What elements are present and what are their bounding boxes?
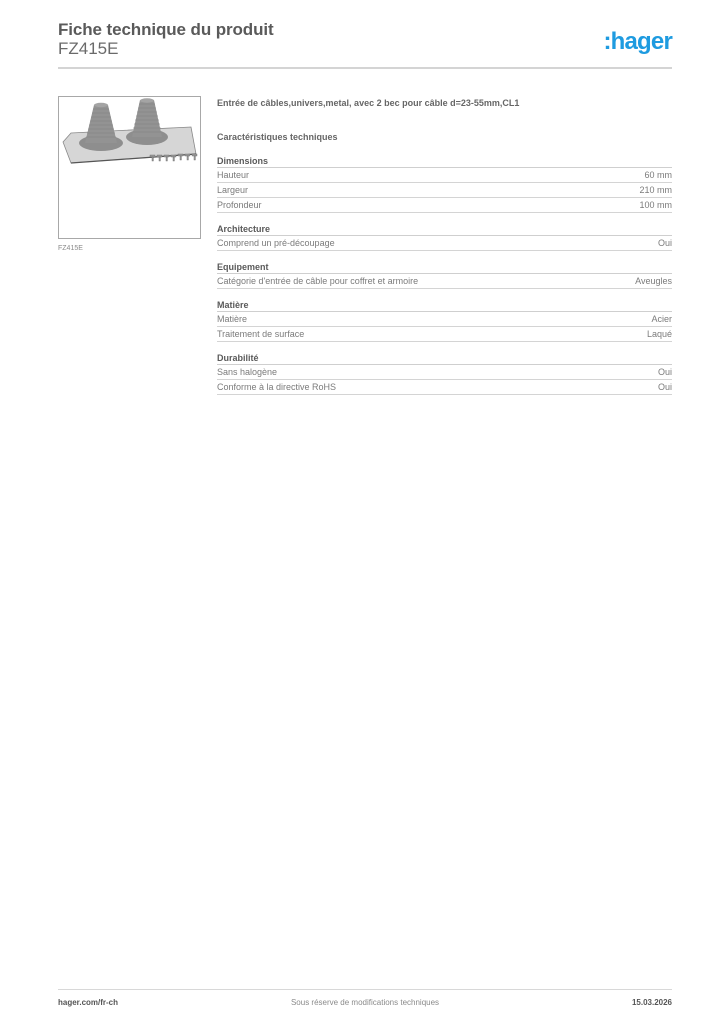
- spec-label: Comprend un pré-découpage: [217, 238, 335, 248]
- header-divider: [58, 67, 672, 69]
- spec-value: Oui: [657, 367, 672, 377]
- product-details: [217, 97, 672, 395]
- group-title: Equipement: [217, 261, 672, 274]
- spec-label: Sans halogène: [217, 367, 278, 377]
- hager-logo: :hager: [603, 28, 672, 55]
- section-title-technical: Caractéristiques techniques: [217, 132, 338, 142]
- spec-value: Laqué: [646, 329, 672, 339]
- spec-value: Oui: [657, 238, 672, 248]
- page-title: Fiche technique du produit: [58, 20, 274, 39]
- cable-entry-illustration-icon: [59, 97, 200, 238]
- spec-value: Oui: [657, 382, 672, 392]
- spec-group-equipement: [217, 261, 672, 289]
- spec-row: [217, 168, 672, 183]
- page-header: [58, 20, 672, 70]
- spec-label: Profondeur: [217, 200, 262, 210]
- spec-row: [217, 274, 672, 289]
- spec-value: 210 mm: [639, 185, 672, 195]
- spec-row: [217, 183, 672, 198]
- product-image: [58, 96, 201, 239]
- spec-row: [217, 236, 672, 251]
- group-title: Dimensions: [217, 155, 672, 168]
- spec-value: 60 mm: [644, 170, 672, 180]
- spec-value: Aveugles: [635, 276, 672, 286]
- product-description: Entrée de câbles,univers,metal, avec 2 bec pour câble d=23-55mm,CL1: [217, 98, 520, 108]
- spec-row: [217, 198, 672, 213]
- spec-label: Matière: [217, 314, 248, 324]
- spec-row: [217, 365, 672, 380]
- spec-label: Conforme à la directive RoHS: [217, 382, 337, 392]
- spec-group-architecture: [217, 223, 672, 251]
- spec-label: Traitement de surface: [217, 329, 305, 339]
- spec-value: Acier: [651, 314, 672, 324]
- spec-label: Largeur: [217, 185, 249, 195]
- footer-date: 15.03.2026: [631, 998, 672, 1007]
- spec-group-matiere: [217, 299, 672, 342]
- footer-website-link[interactable]: hager.com/fr-ch: [58, 998, 119, 1007]
- group-title: Architecture: [217, 223, 672, 236]
- page-footer: [58, 998, 672, 1012]
- spec-label: Catégorie d'entrée de câble pour coffret et armoire: [217, 276, 419, 286]
- product-reference: FZ415E: [58, 39, 119, 58]
- footer-divider: [58, 989, 672, 990]
- group-title: Matière: [217, 299, 672, 312]
- spec-group-durabilite: [217, 352, 672, 395]
- spec-row: [217, 312, 672, 327]
- footer-disclaimer: Sous réserve de modifications techniques: [290, 998, 440, 1007]
- spec-label: Hauteur: [217, 170, 250, 180]
- spec-value: 100 mm: [639, 200, 672, 210]
- spec-group-dimensions: [217, 155, 672, 213]
- spec-row: [217, 327, 672, 342]
- image-caption: FZ415E: [58, 245, 83, 252]
- spec-row: [217, 380, 672, 395]
- group-title: Durabilité: [217, 352, 672, 365]
